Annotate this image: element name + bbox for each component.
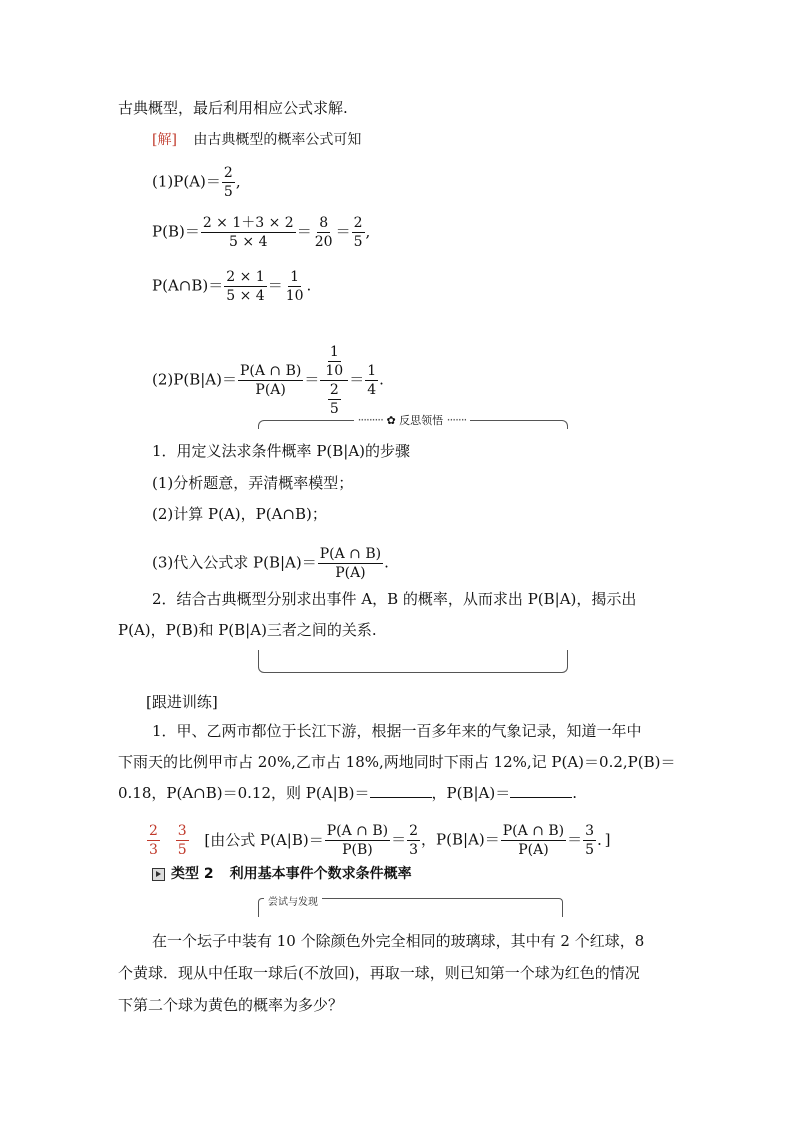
fraction: [284, 268, 306, 305]
numerator: 2: [149, 823, 158, 839]
equals: ＝: [267, 276, 283, 295]
denominator: P(A): [518, 842, 549, 858]
reflection-p2: (1)分析题意，弄清概率模型；: [152, 474, 354, 492]
practice-answer-line: [146, 822, 610, 859]
answer-2: [176, 822, 189, 859]
numerator: 1: [290, 269, 300, 285]
numerator: 2 × 1: [226, 269, 265, 285]
q1-part-a: 0.18，P(A∩B)＝0.12，则 P(A|B)＝: [118, 784, 370, 802]
practice-title: [跟进训练]: [146, 693, 218, 711]
answer-1: [147, 822, 160, 859]
fraction: [325, 822, 390, 859]
l3-prefix: P(A∩B)＝: [152, 276, 224, 295]
numerator: 2: [329, 382, 339, 398]
denominator: 3: [409, 842, 419, 858]
fraction: [501, 822, 566, 859]
l3-suffix: .: [306, 276, 312, 295]
reflection-p5: 2．结合古典概型分别求出事件 A，B 的概率，从而求出 P(B|A)，揭示出: [152, 590, 637, 608]
numerator: 2 × 1＋3 × 2: [202, 215, 294, 231]
equals: ＝: [349, 370, 365, 389]
denominator: P(B): [342, 842, 373, 858]
p4-suffix: .: [384, 553, 389, 572]
numerator: 2: [409, 823, 419, 839]
denominator: 5: [223, 184, 233, 200]
numerator: P(A ∩ B): [239, 363, 302, 379]
fraction: [238, 362, 303, 399]
fraction: [222, 164, 235, 201]
fraction: [365, 362, 378, 399]
numerator: 8: [319, 215, 329, 231]
answer-blank-2[interactable]: [510, 783, 572, 798]
type2-title: 利用基本事件个数求条件概率: [229, 866, 412, 882]
denominator: 10: [325, 363, 344, 379]
play-triangle-icon: [152, 868, 165, 881]
q1-part-b: ，P(B|A)＝: [431, 784, 511, 802]
solution-line-2: [152, 214, 370, 251]
type2-label: 类型 2: [171, 866, 214, 882]
denominator: 5: [585, 842, 595, 858]
explanation-suffix: ．]: [597, 830, 611, 849]
reflection-p1: 1．用定义法求条件概率 P(B|A)的步骤: [152, 442, 411, 460]
fraction: [224, 268, 266, 305]
dots-right: ·······: [446, 413, 467, 427]
denominator: 5: [353, 234, 363, 250]
problem-line-3: 下第二个球为黄色的概率为多少？: [118, 996, 344, 1014]
numerator: P(A ∩ B): [502, 823, 565, 839]
l1-suffix: ,: [235, 172, 241, 191]
problem-line-2: 个黄球．现从中任取一球后(不放回)，再取一球，则已知第一个球为红色的情况: [118, 964, 640, 982]
answer-blank-1[interactable]: [370, 783, 432, 798]
l4-prefix: (2)P(B|A)＝: [152, 370, 237, 389]
denominator: 20: [314, 234, 333, 250]
practice-q1-line2: 下雨天的比例甲市占 20%,乙市占 18%,两地同时下雨占 12%,记 P(A)＝0.2,P(B)＝: [118, 753, 676, 771]
denominator: P(A): [335, 565, 366, 581]
equals: ＝: [296, 222, 312, 241]
denominator: 4: [367, 382, 377, 398]
practice-q1-line3: [118, 783, 577, 803]
solution-line-1: [152, 164, 241, 201]
reflection-p4: [152, 545, 389, 582]
denominator: 5: [329, 401, 339, 417]
solution-line-3: [152, 268, 311, 305]
type2-heading: [152, 864, 412, 884]
practice-q1-line1: 1．甲、乙两市都位于长江下游，根据一百多年来的气象记录，知道一年中: [152, 722, 642, 740]
fraction: [352, 214, 365, 251]
fraction: [323, 343, 345, 380]
explanation-prefix: [由公式 P(A|B)＝: [204, 830, 324, 849]
reflection-p3: (2)计算 P(A)，P(A∩B)；: [152, 505, 327, 523]
solution-bracket-close: ]: [171, 132, 177, 148]
l4-suffix: .: [379, 370, 384, 389]
numerator: 3: [585, 823, 595, 839]
numerator: P(A ∩ B): [326, 823, 389, 839]
problem-line-1: 在一个坛子中装有 10 个除颜色外完全相同的玻璃球，其中有 2 个红球，8: [152, 932, 645, 950]
numerator: P(A ∩ B): [319, 546, 382, 562]
numerator: 2: [353, 215, 363, 231]
numerator: 2: [223, 165, 233, 181]
reflection-header: [260, 410, 564, 428]
fraction: [318, 545, 383, 582]
intro-text: 古典概型，最后利用相应公式求解.: [118, 99, 348, 117]
l2-prefix: P(B)＝: [152, 222, 200, 241]
discover-tag: 尝试与发现: [264, 893, 322, 908]
denominator: P(A): [255, 382, 286, 398]
explanation-mid: ，P(B|A)＝: [421, 830, 500, 849]
fraction: [201, 214, 296, 251]
numerator: 3: [177, 823, 187, 839]
leaf-icon: ✿: [386, 414, 396, 427]
complex-numerator: [320, 343, 348, 381]
q1-part-c: .: [572, 784, 577, 802]
denominator: 5 × 4: [229, 234, 268, 250]
l1-prefix: (1)P(A)＝: [152, 172, 221, 191]
solution-lead: [152, 130, 361, 150]
equals: ＝: [391, 830, 407, 849]
numerator: 1: [367, 363, 377, 379]
fraction: [583, 822, 596, 859]
complex-fraction: [320, 343, 348, 418]
equals: ＝: [567, 830, 583, 849]
denominator: 5 × 4: [226, 288, 265, 304]
fraction: [313, 214, 335, 251]
p4-prefix: (3)代入公式求 P(B|A)＝: [152, 553, 317, 572]
solution-label: 解: [157, 132, 172, 148]
fraction: [407, 822, 420, 859]
reflection-bottom-bracket: [258, 650, 568, 673]
equals: ＝: [304, 370, 320, 389]
denominator: 10: [285, 288, 304, 304]
equals: ＝: [335, 222, 351, 241]
reflection-header-text: 反思领悟: [399, 414, 444, 427]
solution-line-4: [152, 343, 384, 418]
numerator: 1: [329, 344, 339, 360]
l2-suffix: ,: [365, 222, 371, 241]
reflection-p6: P(A)，P(B)和 P(B|A)三者之间的关系.: [118, 621, 377, 639]
solution-bracket-open: [: [152, 132, 158, 148]
dots-left: ·········: [357, 413, 383, 427]
solution-lead-text: 由古典概型的概率公式可知: [193, 132, 362, 148]
denominator: 5: [177, 842, 187, 858]
denominator: 3: [149, 842, 158, 858]
